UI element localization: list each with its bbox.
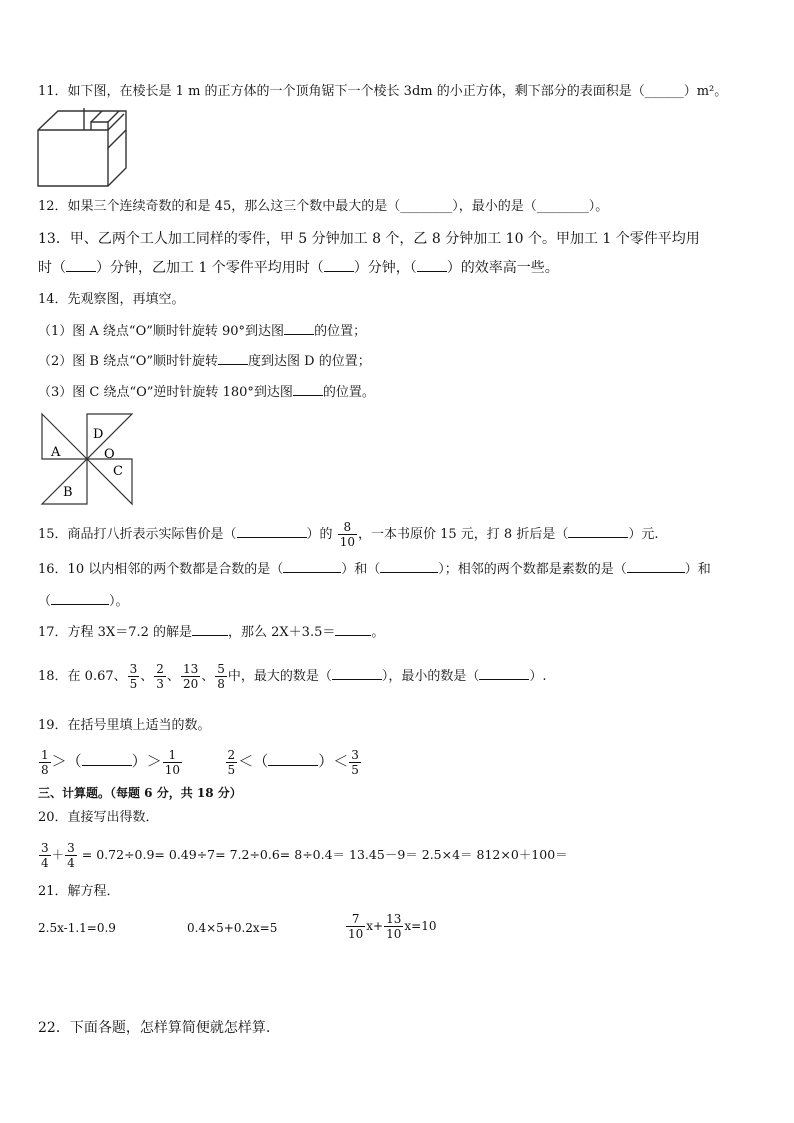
fraction: $\frac{5}{8}$	[217, 662, 225, 691]
fraction-3-4: $\frac{3}{4}$	[41, 841, 49, 870]
blank[interactable]	[268, 753, 318, 766]
question-19-title: 19．在括号里填上适当的数。	[38, 718, 211, 733]
equation-1: 2.5x-1.1=0.9	[38, 921, 116, 935]
fraction: $\frac{13}{20}$	[182, 662, 199, 691]
blank[interactable]	[324, 259, 354, 272]
blank[interactable]	[82, 753, 132, 766]
question-20-row: $\frac{3}{4}$ ＋ $\frac{3}{4}$ = 0.72÷0.9= 0.49÷7= 7.2÷0.6= 8÷0.4＝ 13.45－9＝ 2.5×4＝ 812×0＋100＝	[41, 841, 568, 870]
question-14-part3: （3）图 C 绕点“O”逆时针旋转 180°到达图 的位置。	[38, 385, 375, 400]
blank[interactable]	[627, 560, 685, 573]
question-11: 11．如下图，在棱长是 1 m 的正方体的一个顶角锯下一个棱长 3dm 的小正方体，剩下部分的表面积是（______）m²。	[38, 84, 728, 99]
question-14-title: 14．先观察图，再填空。	[38, 292, 185, 307]
blank[interactable]	[283, 560, 341, 573]
label-D: D	[93, 427, 104, 442]
question-18: 18．在 0.67、 $\frac{3}{5}$ 、 $\frac{2}{3}$ 、 $\frac{13}{20}$ 、 $\frac{5}{8}$ 中，最大的数是（ ），最小的数是（ ）.	[38, 662, 547, 691]
blank[interactable]	[417, 259, 447, 272]
fraction-1-8: $\frac{1}{8}$	[41, 747, 49, 777]
question-16-line1: 16．10 以内相邻的两个数都是合数的是（ ）和（ ）；相邻的两个数都是素数的是（ ）和	[38, 562, 711, 577]
label-C: C	[113, 464, 123, 479]
pinwheel-figure	[40, 412, 136, 508]
blank[interactable]	[479, 667, 529, 680]
question-14-part2: （2）图 B 绕点“O”顺时针旋转 度到达图 D 的位置；	[38, 354, 371, 369]
blank[interactable]	[192, 623, 228, 636]
blank[interactable]	[51, 592, 109, 605]
question-16-line2: （ ）。	[38, 594, 129, 609]
question-21-title: 21．解方程．	[38, 884, 120, 899]
blank[interactable]	[332, 667, 382, 680]
label-A: A	[51, 445, 61, 460]
blank[interactable]	[380, 560, 438, 573]
question-19-row: $\frac{1}{8}$ ＞（ ）＞ $\frac{1}{10}$ $\frac{2}{5}$ ＜（ ）＜ $\frac{3}{5}$	[41, 747, 359, 777]
question-12: 12．如果三个连续奇数的和是 45，那么这三个数中最大的是（________），最小的是（________）。	[38, 199, 609, 214]
question-13-line1: 13．甲、乙两个工人加工同样的零件，甲 5 分钟加工 8 个，乙 8 分钟加工 10 个。甲加工 1 个零件平均用	[38, 231, 700, 247]
question-20-title: 20．直接写出得数．	[38, 810, 159, 825]
label-B: B	[63, 485, 73, 500]
fraction-2-5: $\frac{2}{5}$	[227, 747, 236, 777]
blank[interactable]	[335, 623, 371, 636]
fraction-1-10: $\frac{1}{10}$	[164, 747, 180, 777]
blank[interactable]	[293, 383, 323, 396]
fraction-3-5: $\frac{3}{5}$	[351, 747, 359, 777]
equation-2: 0.4×5+0.2x=5	[187, 921, 278, 935]
fraction-8-10: $\frac{8}{10}$	[339, 520, 355, 549]
blank[interactable]	[218, 352, 248, 365]
question-22: 22．下面各题，怎样算简便就怎样算.	[38, 1020, 271, 1036]
equation-3: $\frac{7}{10}$ x+ $\frac{13}{10}$ x=10	[348, 912, 437, 941]
blank[interactable]	[66, 259, 96, 272]
blank[interactable]	[284, 322, 314, 335]
fraction-7-10: $\frac{7}{10}$	[348, 912, 364, 941]
fraction-13-10: $\frac{13}{10}$	[386, 912, 402, 941]
question-17: 17．方程 3X＝7.2 的解是 ，那么 2X＋3.5＝ 。	[38, 625, 385, 640]
question-14-part1: （1）图 A 绕点“O”顺时针旋转 90°到达图 的位置；	[38, 324, 367, 339]
section-3-heading: 三、计算题。（每题 6 分，共 18 分）	[38, 786, 242, 800]
question-13-line2: 时（ ）分钟，乙加工 1 个零件平均用时（ ）分钟，（ ）的效率高一些。	[38, 260, 559, 276]
blank[interactable]	[568, 525, 628, 538]
question-15: 15．商品打八折表示实际售价是（ ）的 $\frac{8}{10}$ ，一本书原价 15 元，打 8 折后是（ ）元.	[38, 520, 659, 549]
cube-figure	[36, 108, 128, 188]
fraction-3-4: $\frac{3}{4}$	[67, 841, 75, 870]
blank[interactable]	[237, 525, 307, 538]
fraction: $\frac{2}{3}$	[156, 662, 164, 691]
fraction: $\frac{3}{5}$	[129, 662, 138, 691]
label-O: O	[104, 447, 115, 462]
